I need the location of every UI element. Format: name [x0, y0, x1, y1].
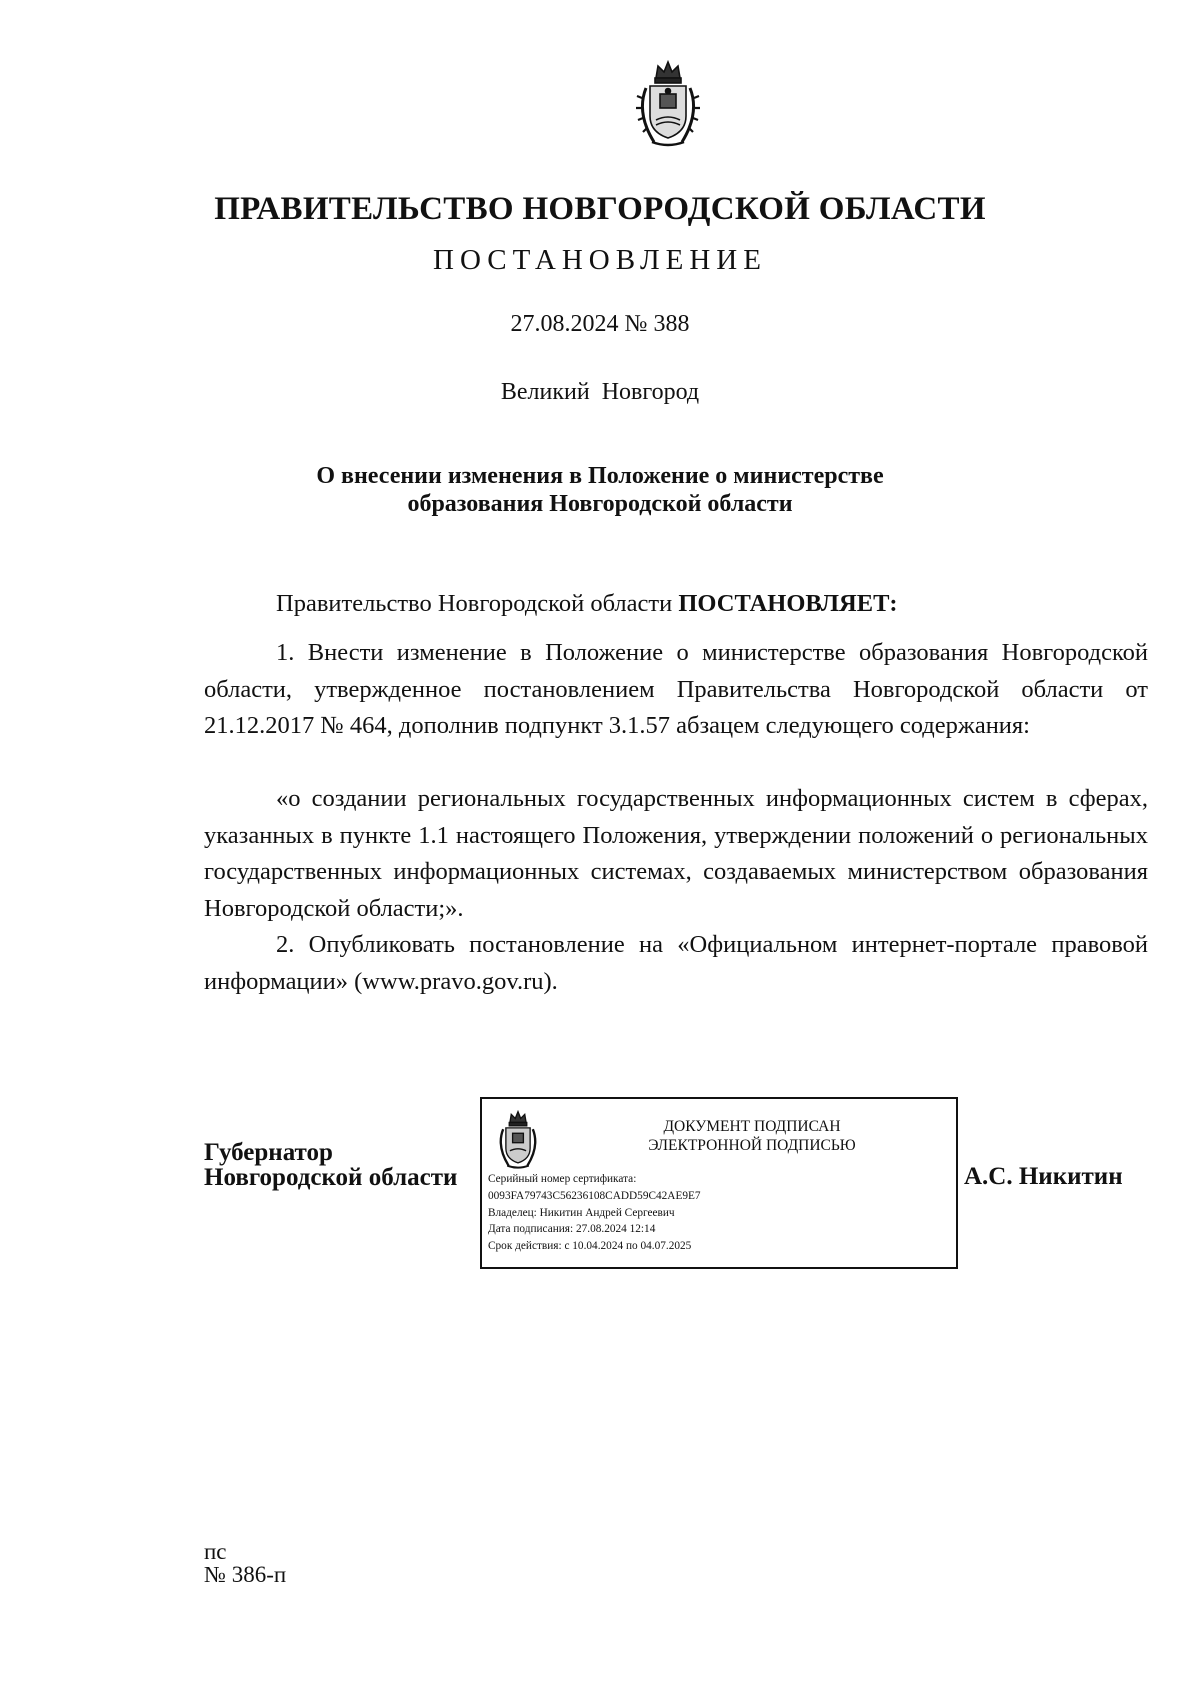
- signatory-name: А.С. Никитин: [964, 1163, 1123, 1190]
- document-date-number: 27.08.2024 № 388: [510, 311, 690, 337]
- preamble-text: Правительство Новгородской области: [276, 590, 679, 617]
- stamp-details: [488, 1171, 701, 1255]
- document-type: ПОСТАНОВЛЕНИЕ: [433, 244, 767, 276]
- document-subject: [0, 462, 1200, 518]
- stamp-validity: Срок действия: с 10.04.2024 по 04.07.2025: [488, 1240, 692, 1253]
- stamp-cert-label: Серийный номер сертификата:: [488, 1173, 637, 1185]
- coat-of-arms-icon: [634, 58, 702, 150]
- electronic-signature-stamp: [480, 1097, 958, 1269]
- stamp-signed-date: Дата подписания: 27.08.2024 12:14: [488, 1223, 656, 1236]
- paragraph-2: 2. Опубликовать постановление на «Официальном интернет-портале правовой информации» (www.pravo.gov.ru).: [204, 931, 1148, 995]
- paragraph-1: 1. Внести изменение в Положение о министерстве образования Новгородской области, утвержденное постановлением Правительства Новгородской области от 21.12.2017 № 464, дополнив подпункт 3.1.57 абзацем следующего содержания:: [204, 639, 1148, 740]
- signatory-role: [204, 1140, 457, 1190]
- stamp-title-line-2: ЭЛЕКТРОННОЙ ПОДПИСЬЮ: [648, 1137, 856, 1154]
- preamble-resolves: ПОСТАНОВЛЯЕТ:: [678, 590, 898, 617]
- footer-line-2: № 386-п: [204, 1562, 287, 1587]
- stamp-coat-of-arms-icon: [494, 1109, 542, 1171]
- signatory-role-line-1: Губернатор: [204, 1139, 333, 1166]
- stamp-title: [542, 1117, 962, 1155]
- paragraph-1-quote: «о создании региональных государственных информационных систем в сферах, указанных в пункте 1.1 настоящего Положения, утверждении положений о региональных государственных информационных системах, создаваемых министерством образования Новгородской области;».: [204, 785, 1148, 922]
- footer-line-1: пс: [204, 1539, 227, 1564]
- subject-line-1: О внесении изменения в Положение о министерстве: [316, 463, 884, 489]
- document-city: Великий Новгород: [500, 379, 700, 405]
- stamp-title-line-1: ДОКУМЕНТ ПОДПИСАН: [663, 1118, 841, 1135]
- signatory-role-line-2: Новгородской области: [204, 1164, 458, 1191]
- preamble: [204, 586, 1148, 623]
- stamp-owner: Владелец: Никитин Андрей Сергеевич: [488, 1206, 675, 1219]
- subject-line-2: образования Новгородской области: [407, 491, 793, 517]
- footer-code: [204, 1540, 286, 1586]
- government-title: ПРАВИТЕЛЬСТВО НОВГОРОДСКОЙ ОБЛАСТИ: [214, 191, 986, 227]
- stamp-cert-serial: 0093FA79743C56236108CADD59C42AE9E7: [488, 1189, 701, 1202]
